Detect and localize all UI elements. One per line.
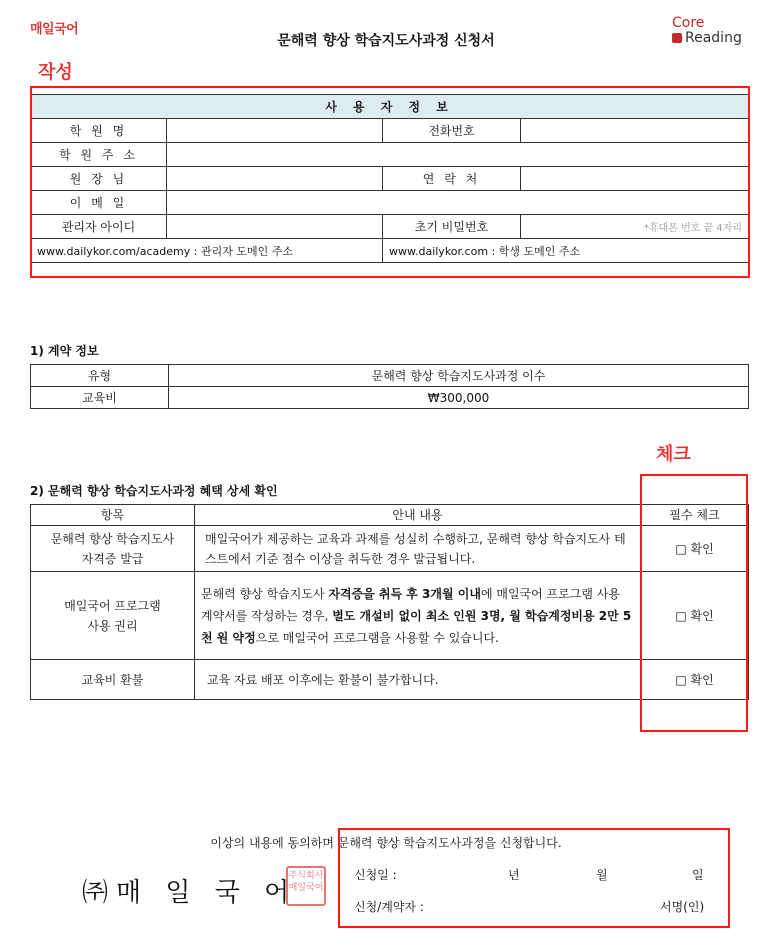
benefit-item-refund: 교육비 환불 bbox=[31, 660, 195, 700]
contract-type-label: 유형 bbox=[31, 365, 169, 387]
benefit-item-certificate-line1: 문해력 향상 학습지도사 bbox=[50, 531, 175, 546]
col-check-header: 필수 체크 bbox=[641, 505, 749, 526]
contract-table bbox=[30, 364, 749, 409]
apply-date-label: 신청일 : bbox=[354, 868, 397, 882]
applicant-label: 신청/계약자 : bbox=[354, 900, 424, 914]
student-domain-note: www.dailykor.com : 학생 도메인 주소 bbox=[383, 239, 749, 263]
user-info-header: 사 용 자 정 보 bbox=[31, 95, 749, 119]
benefit-item-program-line1: 매일국어 프로그램 bbox=[64, 598, 161, 613]
academy-address-label: 학 원 주 소 bbox=[31, 143, 167, 167]
signature-field[interactable]: 서명(인) bbox=[660, 900, 705, 914]
write-highlight-box bbox=[30, 86, 750, 278]
contact-label: 연 락 처 bbox=[383, 167, 521, 191]
phone-label: 전화번호 bbox=[383, 119, 521, 143]
confirm-checkbox-certificate[interactable]: □ 확인 bbox=[641, 526, 749, 572]
password-hint[interactable]: *휴대폰 번호 끝 4자리 bbox=[521, 215, 749, 239]
fee-value: ₩300,000 bbox=[169, 387, 749, 409]
col-info-header: 안내 내용 bbox=[195, 505, 641, 526]
reading-logo-icon bbox=[672, 33, 682, 43]
col-item-header: 항목 bbox=[31, 505, 195, 526]
benefit-item-program-line2: 사용 권리 bbox=[87, 618, 138, 633]
benefit-info-certificate: 매일국어가 제공하는 교육과 과제를 성실히 수행하고, 문해력 향상 학습지도사 테스트에서 기준 점수 이상을 취득한 경우 발급됩니다. bbox=[195, 526, 641, 572]
highlight-three-months: 자격증을 취득 후 3개월 이내 bbox=[328, 586, 481, 601]
fee-label: 교육비 bbox=[31, 387, 169, 409]
admin-id-label: 관리자 아이디 bbox=[31, 215, 167, 239]
month-field[interactable]: 월 bbox=[596, 868, 608, 882]
director-label: 원 장 님 bbox=[31, 167, 167, 191]
confirm-checkbox-program[interactable]: □ 확인 bbox=[641, 572, 749, 660]
contract-section-title: 1) 계약 정보 bbox=[30, 344, 99, 358]
form-title: 문해력 향상 학습지도사과정 신청서 bbox=[277, 33, 495, 49]
email-label: 이 메 일 bbox=[31, 191, 167, 215]
initial-password-label: 초기 비밀번호 bbox=[383, 215, 521, 239]
company-name: ㈜매 일 국 어 bbox=[82, 878, 298, 908]
benefits-section-title: 2) 문해력 향상 학습지도사과정 혜택 상세 확인 bbox=[30, 484, 278, 498]
agreement-statement: 이상의 내용에 동의하며 문해력 향상 학습지도사과정을 신청합니다. bbox=[210, 836, 562, 850]
benefit-info-refund: 교육 자료 배포 이후에는 환불이 불가합니다. bbox=[195, 660, 641, 700]
reading-logo-text: Reading bbox=[685, 30, 742, 46]
check-highlight-box bbox=[640, 474, 748, 732]
company-seal: 주식회사매일국어 bbox=[286, 866, 326, 906]
highlight-terms: 별도 개설비 없이 최소 인원 3명, 월 학습계정비용 2만 5천 원 약정 bbox=[201, 608, 632, 645]
write-annotation-label: 작성 bbox=[38, 62, 73, 83]
maeil-gukeo-logo: 매일국어 bbox=[30, 22, 79, 37]
year-field[interactable]: 년 bbox=[508, 868, 520, 882]
academy-name-label: 학 원 명 bbox=[31, 119, 167, 143]
contract-type-value: 문해력 향상 학습지도사과정 이수 bbox=[169, 365, 749, 387]
benefit-item-certificate-line2: 자격증 발급 bbox=[81, 551, 144, 566]
check-annotation-label: 체크 bbox=[656, 444, 691, 465]
core-reading-logo bbox=[672, 16, 762, 46]
day-field[interactable]: 일 bbox=[692, 868, 704, 882]
admin-domain-note: www.dailykor.com/academy : 관리자 도메인 주소 bbox=[31, 239, 383, 263]
benefit-info-program: 문해력 향상 학습지도사 자격증을 취득 후 3개월 이내에 매일국어 프로그램 사용 계약서를 작성하는 경우, 별도 개설비 없이 최소 인원 3명, 월 학습계정비용 2만 5천 원 약정으로 매일국어 프로그램을 사용할 수 있습니다. bbox=[195, 572, 641, 660]
core-logo-text: Core bbox=[672, 15, 705, 31]
confirm-checkbox-refund[interactable]: □ 확인 bbox=[641, 660, 749, 700]
